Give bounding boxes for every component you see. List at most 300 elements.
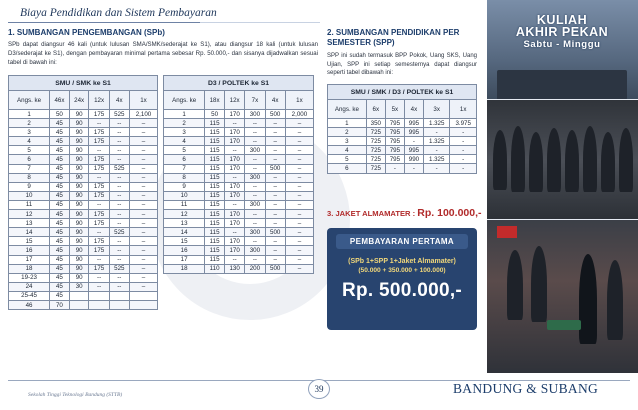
table-cell: 170 bbox=[224, 191, 244, 200]
table-cell: -- bbox=[245, 210, 265, 219]
table-cell: 24 bbox=[9, 282, 50, 291]
table-cell: 115 bbox=[205, 128, 225, 137]
table-cell: 170 bbox=[224, 182, 244, 191]
table-cell: 725 bbox=[366, 128, 385, 137]
table-cell: – bbox=[129, 164, 157, 173]
table-cell: -- bbox=[109, 128, 129, 137]
table-cell: 175 bbox=[89, 219, 109, 228]
table-cell: 2 bbox=[328, 128, 367, 137]
table-cell: 170 bbox=[224, 137, 244, 146]
table-cell: 6 bbox=[9, 155, 50, 164]
table-cell: 175 bbox=[89, 155, 109, 164]
table-row bbox=[164, 255, 314, 264]
column-header: 1x bbox=[450, 100, 477, 119]
table-cell: 90 bbox=[69, 137, 89, 146]
table-cell: – bbox=[265, 128, 285, 137]
section1-text: SPb dapat diangsur 46 kali (untuk lulusan SMA/SMK/sederajat ke S1), atau diangsur 18 kali (untuk lulusan D3/sederajat ke S1), dengan pembayaran minimal pertama sebesar Rp. 50.000,- dan sisanya dijadwalkan sesuai tabel di bawah ini: bbox=[8, 41, 318, 66]
table-cell: -- bbox=[245, 237, 265, 246]
table-row bbox=[164, 155, 314, 164]
table-row bbox=[9, 137, 158, 146]
table-cell: – bbox=[129, 137, 157, 146]
table-row bbox=[328, 164, 477, 173]
table-cell: -- bbox=[245, 182, 265, 191]
table-cell: 300 bbox=[245, 228, 265, 237]
table-cell: 175 bbox=[89, 164, 109, 173]
table-cell: 995 bbox=[404, 128, 423, 137]
table-cell: 175 bbox=[89, 264, 109, 273]
table-cell: – bbox=[265, 146, 285, 155]
first-payment-breakdown: (50.000 + 350.000 + 100.000) bbox=[358, 267, 446, 274]
table-cell bbox=[109, 291, 129, 300]
table-cell: – bbox=[129, 264, 157, 273]
header-rule bbox=[8, 22, 200, 23]
table-row bbox=[9, 282, 158, 291]
table-cell: 45 bbox=[50, 155, 70, 164]
table-cell: – bbox=[285, 146, 313, 155]
table-cell: -- bbox=[224, 119, 244, 128]
table-cell: -- bbox=[89, 273, 109, 282]
table-cell: - bbox=[450, 164, 477, 173]
table-cell: -- bbox=[109, 255, 129, 264]
table-cell: 12 bbox=[9, 210, 50, 219]
table-cell: 300 bbox=[245, 146, 265, 155]
footer-institution: Sekolah Tinggi Teknologi Bandung (STTB) bbox=[28, 392, 123, 398]
table-cell: -- bbox=[224, 146, 244, 155]
table-cell: 115 bbox=[205, 146, 225, 155]
table-cell: -- bbox=[89, 282, 109, 291]
table-cell: 15 bbox=[164, 237, 205, 246]
table-cell: -- bbox=[245, 119, 265, 128]
table-cell: – bbox=[129, 246, 157, 255]
table-row bbox=[9, 173, 158, 182]
table-cell: – bbox=[285, 137, 313, 146]
table-cell: -- bbox=[89, 255, 109, 264]
table-row bbox=[9, 200, 158, 209]
table-cell: 7 bbox=[9, 164, 50, 173]
table-cell: – bbox=[285, 182, 313, 191]
table-cell: 10 bbox=[164, 191, 205, 200]
table-cell: 46 bbox=[9, 300, 50, 309]
table-cell: 5 bbox=[164, 146, 205, 155]
table-cell: -- bbox=[109, 219, 129, 228]
table-cell: – bbox=[285, 255, 313, 264]
table-cell: 725 bbox=[366, 164, 385, 173]
table-cell: 70 bbox=[50, 300, 70, 309]
table-cell: – bbox=[129, 173, 157, 182]
table-cell: 10 bbox=[9, 191, 50, 200]
table-cell: 16 bbox=[164, 246, 205, 255]
table-row bbox=[164, 164, 314, 173]
table-cell: 8 bbox=[164, 173, 205, 182]
table-cell: 115 bbox=[205, 137, 225, 146]
table-cell: -- bbox=[89, 173, 109, 182]
table-cell bbox=[89, 300, 109, 309]
table-cell: 170 bbox=[224, 246, 244, 255]
table-cell: 725 bbox=[366, 155, 385, 164]
table-cell: - bbox=[450, 128, 477, 137]
weekend-line1: KULIAH bbox=[536, 13, 588, 27]
table-cell: - bbox=[423, 164, 449, 173]
table-cell: 45 bbox=[50, 255, 70, 264]
column-header: 4x bbox=[265, 91, 285, 110]
table-cell: 45 bbox=[50, 182, 70, 191]
table-row bbox=[9, 237, 158, 246]
table-row bbox=[328, 119, 477, 128]
table-cell: – bbox=[129, 282, 157, 291]
table-cell: 115 bbox=[205, 200, 225, 209]
table-cell: 525 bbox=[109, 110, 129, 119]
table-cell: – bbox=[265, 200, 285, 209]
footer-location: BANDUNG & SUBANG bbox=[453, 381, 599, 396]
table-cell: 175 bbox=[89, 128, 109, 137]
table-cell: – bbox=[285, 219, 313, 228]
table-row bbox=[328, 146, 477, 155]
table-cell: -- bbox=[245, 191, 265, 200]
table-cell: 115 bbox=[205, 119, 225, 128]
table-cell: 115 bbox=[205, 237, 225, 246]
table-cell: – bbox=[285, 119, 313, 128]
table-cell: -- bbox=[224, 200, 244, 209]
table-cell: 500 bbox=[265, 264, 285, 273]
table-cell: 115 bbox=[205, 173, 225, 182]
table-cell: 45 bbox=[50, 146, 70, 155]
first-payment-total: Rp. 500.000,- bbox=[341, 280, 463, 301]
table-row bbox=[9, 128, 158, 137]
table-row bbox=[328, 128, 477, 137]
table-row bbox=[328, 155, 477, 164]
table-cell: – bbox=[129, 273, 157, 282]
table-cell: 90 bbox=[69, 182, 89, 191]
table-cell: 725 bbox=[366, 146, 385, 155]
section3-jacket bbox=[327, 207, 482, 219]
table-cell: -- bbox=[109, 246, 129, 255]
column-header: 12x bbox=[224, 91, 244, 110]
column-header: 1x bbox=[129, 91, 157, 110]
table-cell: 500 bbox=[265, 110, 285, 119]
table-cell: – bbox=[285, 128, 313, 137]
table-cell: -- bbox=[109, 237, 129, 246]
table-cell: 115 bbox=[205, 246, 225, 255]
photo-ceremony bbox=[487, 220, 638, 373]
table-spb-d3 bbox=[163, 75, 314, 274]
table-cell: 1 bbox=[9, 110, 50, 119]
table-cell: -- bbox=[109, 137, 129, 146]
table-row bbox=[164, 110, 314, 119]
table-cell: 5 bbox=[9, 146, 50, 155]
table-cell: -- bbox=[224, 255, 244, 264]
table-cell: 115 bbox=[205, 210, 225, 219]
weekend-days: Sabtu - Minggu bbox=[523, 39, 601, 50]
column-header: 4x bbox=[109, 91, 129, 110]
table-cell: – bbox=[285, 246, 313, 255]
table-cell: 19-23 bbox=[9, 273, 50, 282]
table-cell: 90 bbox=[69, 146, 89, 155]
table-cell: – bbox=[265, 119, 285, 128]
jacket-label: 3. JAKET ALMAMATER : bbox=[327, 209, 416, 218]
column-header: 6x bbox=[366, 100, 385, 119]
table-cell: 45 bbox=[50, 210, 70, 219]
flag-decoration bbox=[497, 226, 517, 238]
table-cell: 4 bbox=[164, 137, 205, 146]
table-cell: -- bbox=[89, 146, 109, 155]
table-cell: – bbox=[129, 146, 157, 155]
table-cell: 12 bbox=[164, 210, 205, 219]
table-cell: 200 bbox=[245, 264, 265, 273]
table-cell: 795 bbox=[385, 155, 404, 164]
table-row bbox=[9, 228, 158, 237]
table-cell: 1.325 bbox=[423, 155, 449, 164]
table-cell: 170 bbox=[224, 128, 244, 137]
table-cell: 90 bbox=[69, 173, 89, 182]
table-cell: 115 bbox=[205, 255, 225, 264]
table-row bbox=[9, 191, 158, 200]
table-cell: – bbox=[129, 182, 157, 191]
table-cell: – bbox=[285, 155, 313, 164]
table-cell: – bbox=[265, 210, 285, 219]
table-cell: – bbox=[265, 191, 285, 200]
header-rule-light bbox=[200, 22, 320, 23]
table-row bbox=[164, 137, 314, 146]
table-row bbox=[9, 255, 158, 264]
table-cell: 11 bbox=[9, 200, 50, 209]
table-cell: -- bbox=[224, 173, 244, 182]
table-row bbox=[9, 264, 158, 273]
table1-title: SMU / SMK ke S1 bbox=[9, 76, 158, 91]
column-header: 1x bbox=[285, 91, 313, 110]
table-cell: 45 bbox=[50, 237, 70, 246]
table-cell bbox=[69, 300, 89, 309]
table-cell: 1.325 bbox=[423, 137, 449, 146]
table-cell: 175 bbox=[89, 137, 109, 146]
table-row bbox=[9, 146, 158, 155]
table-cell: 115 bbox=[205, 164, 225, 173]
table-cell: – bbox=[129, 119, 157, 128]
table-cell: – bbox=[129, 228, 157, 237]
table-cell: 110 bbox=[205, 264, 225, 273]
table-cell: 45 bbox=[50, 264, 70, 273]
table-cell: 2 bbox=[164, 119, 205, 128]
table-cell: – bbox=[129, 191, 157, 200]
photo-column bbox=[487, 0, 638, 373]
table-cell bbox=[109, 300, 129, 309]
table-cell: - bbox=[385, 164, 404, 173]
table-cell: 300 bbox=[245, 173, 265, 182]
table-cell: 45 bbox=[50, 119, 70, 128]
table-cell: 500 bbox=[265, 228, 285, 237]
table-row bbox=[9, 110, 158, 119]
first-payment-heading: PEMBAYARAN PERTAMA bbox=[336, 234, 468, 249]
column-header: Angs. ke bbox=[328, 100, 367, 119]
column-header: 12x bbox=[89, 91, 109, 110]
table-cell: -- bbox=[245, 137, 265, 146]
table-cell: – bbox=[285, 200, 313, 209]
table-cell: 525 bbox=[109, 264, 129, 273]
table-cell: 14 bbox=[164, 228, 205, 237]
table-row bbox=[9, 164, 158, 173]
table-cell: -- bbox=[245, 164, 265, 173]
table-cell: 175 bbox=[89, 182, 109, 191]
table-cell: – bbox=[129, 200, 157, 209]
table-cell: 18 bbox=[9, 264, 50, 273]
table-cell: 4 bbox=[9, 137, 50, 146]
table-cell: 130 bbox=[224, 264, 244, 273]
table-cell: - bbox=[423, 128, 449, 137]
table-cell: 14 bbox=[9, 228, 50, 237]
table-cell: 2,000 bbox=[285, 110, 313, 119]
column-header: 7x bbox=[245, 91, 265, 110]
table-cell: -- bbox=[245, 155, 265, 164]
table-cell: 90 bbox=[69, 191, 89, 200]
table-cell: - bbox=[404, 137, 423, 146]
column-header: 4x bbox=[404, 100, 423, 119]
table-cell: 3 bbox=[328, 137, 367, 146]
table-cell: 2 bbox=[9, 119, 50, 128]
table-cell: 45 bbox=[50, 164, 70, 173]
table-cell: 175 bbox=[89, 191, 109, 200]
column-header: 18x bbox=[205, 91, 225, 110]
table-cell: -- bbox=[245, 255, 265, 264]
table-cell: - bbox=[450, 146, 477, 155]
table-cell: 90 bbox=[69, 110, 89, 119]
table-cell: - bbox=[450, 137, 477, 146]
table-cell bbox=[129, 300, 157, 309]
table-row bbox=[164, 119, 314, 128]
table-row bbox=[9, 210, 158, 219]
table-cell: 115 bbox=[205, 155, 225, 164]
table-cell: 16 bbox=[9, 246, 50, 255]
table-cell: 795 bbox=[385, 119, 404, 128]
table-cell: 995 bbox=[404, 119, 423, 128]
table-cell: -- bbox=[109, 200, 129, 209]
table-cell: - bbox=[423, 146, 449, 155]
table-row bbox=[164, 219, 314, 228]
table-cell: – bbox=[285, 228, 313, 237]
table-cell: – bbox=[265, 137, 285, 146]
table-cell: 990 bbox=[404, 155, 423, 164]
table-cell: 50 bbox=[50, 110, 70, 119]
table-cell: -- bbox=[245, 219, 265, 228]
table-row bbox=[328, 137, 477, 146]
table-row bbox=[9, 182, 158, 191]
table-cell: -- bbox=[109, 173, 129, 182]
table-cell: -- bbox=[89, 228, 109, 237]
column-header: 3x bbox=[423, 100, 449, 119]
table-cell: 170 bbox=[224, 155, 244, 164]
table-cell: 795 bbox=[385, 137, 404, 146]
table-cell: 175 bbox=[89, 210, 109, 219]
table-row bbox=[164, 173, 314, 182]
page-number: 39 bbox=[308, 379, 330, 399]
table-cell: 45 bbox=[50, 200, 70, 209]
table-cell: 115 bbox=[205, 228, 225, 237]
table-row bbox=[164, 191, 314, 200]
table-cell: 90 bbox=[69, 128, 89, 137]
table-cell: -- bbox=[109, 119, 129, 128]
table-cell: – bbox=[129, 155, 157, 164]
table-row bbox=[164, 128, 314, 137]
table-row bbox=[164, 210, 314, 219]
table-cell: 8 bbox=[9, 173, 50, 182]
table-cell: 6 bbox=[328, 164, 367, 173]
table-cell: 175 bbox=[89, 110, 109, 119]
section2-title: 2. SUMBANGAN PENDIDIKAN PER SEMESTER (SPP) bbox=[327, 28, 460, 47]
table-cell: -- bbox=[109, 210, 129, 219]
table-cell: 795 bbox=[385, 128, 404, 137]
table-cell: 4 bbox=[328, 146, 367, 155]
table-row bbox=[9, 246, 158, 255]
table-cell: -- bbox=[224, 228, 244, 237]
table-cell: - bbox=[450, 155, 477, 164]
table-cell: 115 bbox=[205, 182, 225, 191]
table-cell: 175 bbox=[89, 246, 109, 255]
table-cell: 300 bbox=[245, 110, 265, 119]
table-cell: 9 bbox=[9, 182, 50, 191]
table-cell: 170 bbox=[224, 237, 244, 246]
table-cell: -- bbox=[245, 128, 265, 137]
column-header: Angs. ke bbox=[164, 91, 205, 110]
table-row bbox=[164, 182, 314, 191]
table-row bbox=[9, 155, 158, 164]
table-cell: 18 bbox=[164, 264, 205, 273]
table-cell: 170 bbox=[224, 219, 244, 228]
table-cell: 170 bbox=[224, 110, 244, 119]
column-header: 5x bbox=[385, 100, 404, 119]
table-cell: 90 bbox=[69, 264, 89, 273]
table-cell: – bbox=[265, 219, 285, 228]
table-cell: 11 bbox=[164, 200, 205, 209]
section2-text: SPP ini sudah termasuk BPP Pokok, Uang SKS, Uang Ujian, SPP ini setiap semesternya dapat diangsur seperti tabel dibawah ini: bbox=[327, 53, 477, 77]
table-cell: 45 bbox=[50, 137, 70, 146]
table-cell: 725 bbox=[366, 137, 385, 146]
table-cell: -- bbox=[109, 146, 129, 155]
table-row bbox=[9, 273, 158, 282]
table-row bbox=[164, 200, 314, 209]
table-cell: 170 bbox=[224, 164, 244, 173]
table-cell: 7 bbox=[164, 164, 205, 173]
table-row bbox=[9, 291, 158, 300]
table-cell: 90 bbox=[69, 200, 89, 209]
table-cell: 6 bbox=[164, 155, 205, 164]
table-cell: 2,100 bbox=[129, 110, 157, 119]
table-cell: -- bbox=[89, 119, 109, 128]
table-cell: 90 bbox=[69, 237, 89, 246]
table-cell: 350 bbox=[366, 119, 385, 128]
table-cell: -- bbox=[109, 273, 129, 282]
table-cell: – bbox=[129, 128, 157, 137]
table-cell: 90 bbox=[69, 273, 89, 282]
column-header: Angs. ke bbox=[9, 91, 50, 110]
table-cell: -- bbox=[109, 282, 129, 291]
table-row bbox=[164, 146, 314, 155]
table-cell: – bbox=[285, 191, 313, 200]
table2-title: D3 / POLTEK ke S1 bbox=[164, 76, 314, 91]
table-row bbox=[164, 264, 314, 273]
column-header: 24x bbox=[69, 91, 89, 110]
table-cell: – bbox=[265, 237, 285, 246]
table-cell: – bbox=[129, 255, 157, 264]
table-cell: 17 bbox=[164, 255, 205, 264]
table-cell: 45 bbox=[50, 191, 70, 200]
table-cell: -- bbox=[109, 191, 129, 200]
table-cell: 45 bbox=[50, 246, 70, 255]
table-cell: 45 bbox=[50, 273, 70, 282]
table-row bbox=[9, 300, 158, 309]
table-row bbox=[164, 237, 314, 246]
table-cell: 3 bbox=[9, 128, 50, 137]
table-cell: 13 bbox=[9, 219, 50, 228]
table-spb-smu bbox=[8, 75, 158, 310]
column-header: 46x bbox=[50, 91, 70, 110]
